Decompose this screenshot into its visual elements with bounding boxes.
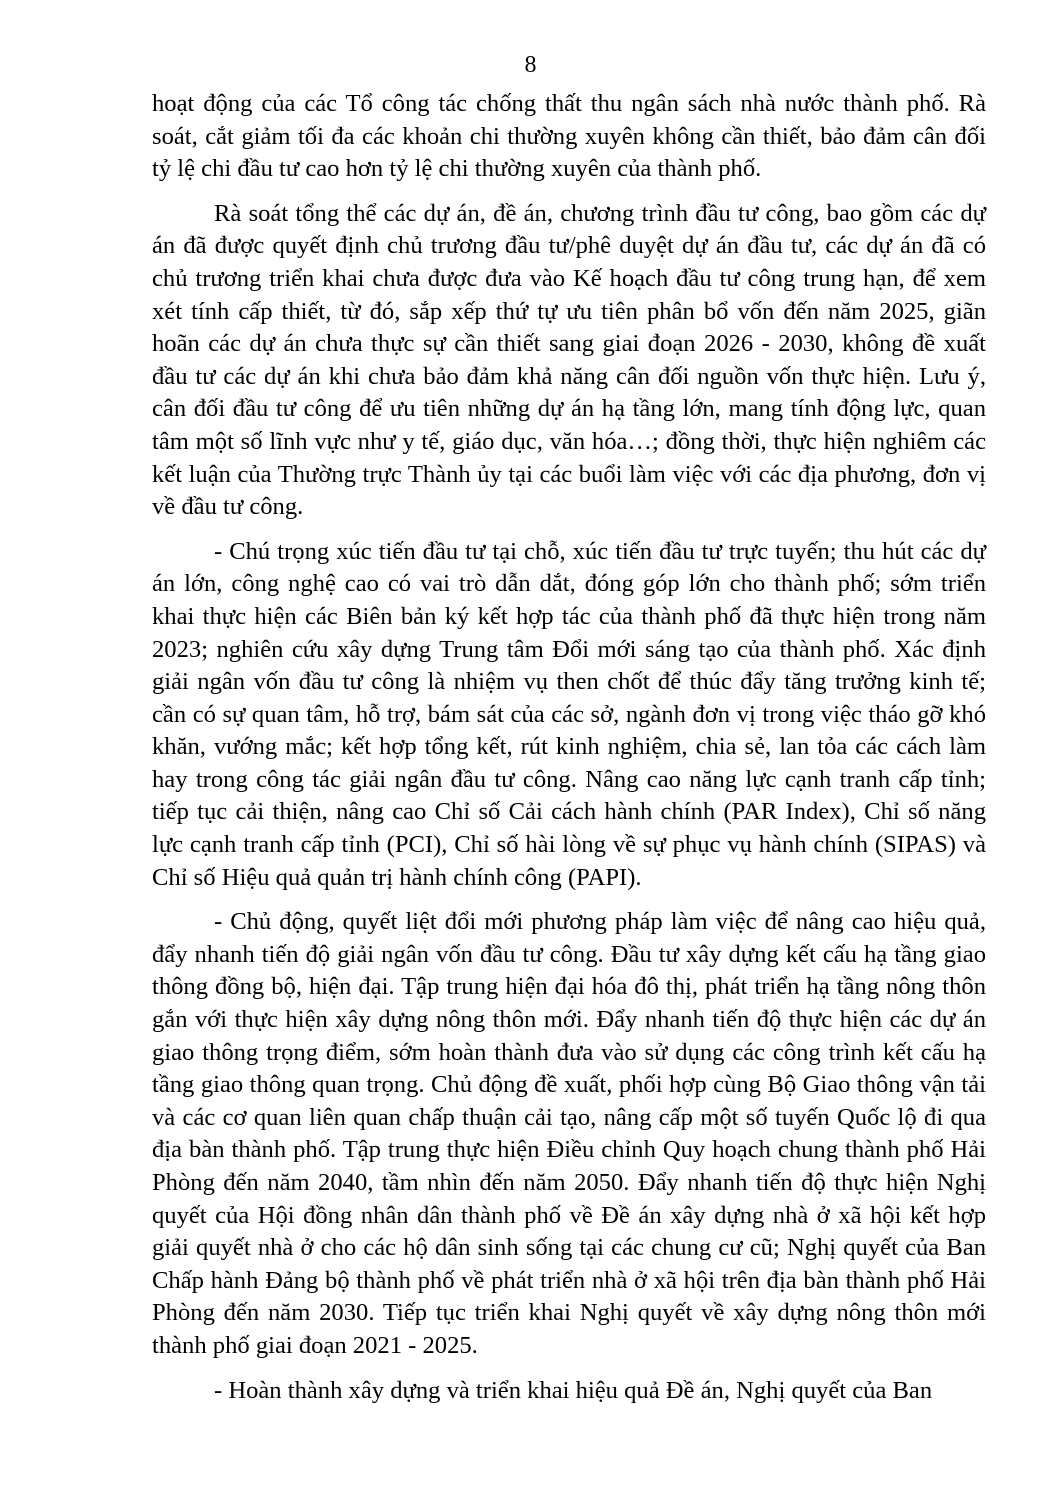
page-number: 8 <box>524 52 537 78</box>
paragraph-scheme-completion: - Hoàn thành xây dựng và triển khai hiệu quả Đề án, Nghị quyết của Ban <box>214 1376 933 1404</box>
paragraph-public-investment-review: Rà soát tổng thể các dự án, đề án, chương trình đầu tư công, bao gồm các dự án đã được quyết định chủ trương đầu tư/phê duyệt dự án đầu tư, các dự án đã có chủ trương triển khai chưa được đưa vào Kế hoạch đầu tư công trung hạn, để xem xét tính cấp thiết, từ đó, sắp xếp thứ tự ưu tiên phân bổ vốn đến năm 2025, giãn hoãn các dự án chưa thực sự cần thiết sang giai đoạn 2026 - 2030, không đề xuất đầu tư các dự án khi chưa bảo đảm khả năng cân đối nguồn vốn thực hiện. Lưu ý, cân đối đầu tư công để ưu tiên những dự án hạ tầng lớn, mang tính động lực, quan tâm một số lĩnh vực như y tế, giáo dục, văn hóa…; đồng thời, thực hiện nghiêm các kết luận của Thường trực Thành ủy tại các buổi làm việc với các địa phương, đơn vị về đầu tư công. <box>152 199 986 521</box>
document-body <box>152 88 986 1419</box>
paragraph-continuation: hoạt động của các Tổ công tác chống thất thu ngân sách nhà nước thành phố. Rà soát, cắt giảm tối đa các khoản chi thường xuyên không cần thiết, bảo đảm cân đối tỷ lệ chi đầu tư cao hơn tỷ lệ chi thường xuyên của thành phố. <box>152 90 986 183</box>
paragraph-infrastructure: - Chủ động, quyết liệt đổi mới phương pháp làm việc để nâng cao hiệu quả, đẩy nhanh tiến độ giải ngân vốn đầu tư công. Đầu tư xây dựng kết cấu hạ tầng giao thông đồng bộ, hiện đại. Tập trung hiện đại hóa đô thị, phát triển hạ tầng nông thôn gắn với thực hiện xây dựng nông thôn mới. Đẩy nhanh tiến độ thực hiện các dự án giao thông trọng điểm, sớm hoàn thành đưa vào sử dụng các công trình kết cấu hạ tầng giao thông quan trọng. Chủ động đề xuất, phối hợp cùng Bộ Giao thông vận tải và các cơ quan liên quan chấp thuận cải tạo, nâng cấp một số tuyến Quốc lộ đi qua địa bàn thành phố. Tập trung thực hiện Điều chỉnh Quy hoạch chung thành phố Hải Phòng đến năm 2040, tầm nhìn đến năm 2050. Đẩy nhanh tiến độ thực hiện Nghị quyết của Hội đồng nhân dân thành phố về Đề án xây dựng nhà ở xã hội kết hợp giải quyết nhà ở cho các hộ dân sinh sống tại các chung cư cũ; Nghị quyết của Ban Chấp hành Đảng bộ thành phố về phát triển nhà ở xã hội trên địa bàn thành phố Hải Phòng đến năm 2030. Tiếp tục triển khai Nghị quyết về xây dựng nông thôn mới thành phố giai đoạn 2021 - 2025. <box>152 908 986 1359</box>
paragraph-investment-promotion: - Chú trọng xúc tiến đầu tư tại chỗ, xúc tiến đầu tư trực tuyến; thu hút các dự án lớn, công nghệ cao có vai trò dẫn dắt, đóng góp lớn cho thành phố; sớm triển khai thực hiện các Biên bản ký kết hợp tác của thành phố đã thực hiện trong năm 2023; nghiên cứu xây dựng Trung tâm Đổi mới sáng tạo của thành phố. Xác định giải ngân vốn đầu tư công là nhiệm vụ then chốt để thúc đẩy tăng trưởng kinh tế; cần có sự quan tâm, hỗ trợ, bám sát của các sở, ngành đơn vị trong việc tháo gỡ khó khăn, vướng mắc; kết hợp tổng kết, rút kinh nghiệm, chia sẻ, lan tỏa các cách làm hay trong công tác giải ngân đầu tư công. Nâng cao năng lực cạnh tranh cấp tỉnh; tiếp tục cải thiện, nâng cao Chỉ số Cải cách hành chính (PAR Index), Chỉ số năng lực cạnh tranh cấp tỉnh (PCI), Chỉ số hài lòng về sự phục vụ hành chính (SIPAS) và Chỉ số Hiệu quả quản trị hành chính công (PAPI). <box>152 537 986 891</box>
